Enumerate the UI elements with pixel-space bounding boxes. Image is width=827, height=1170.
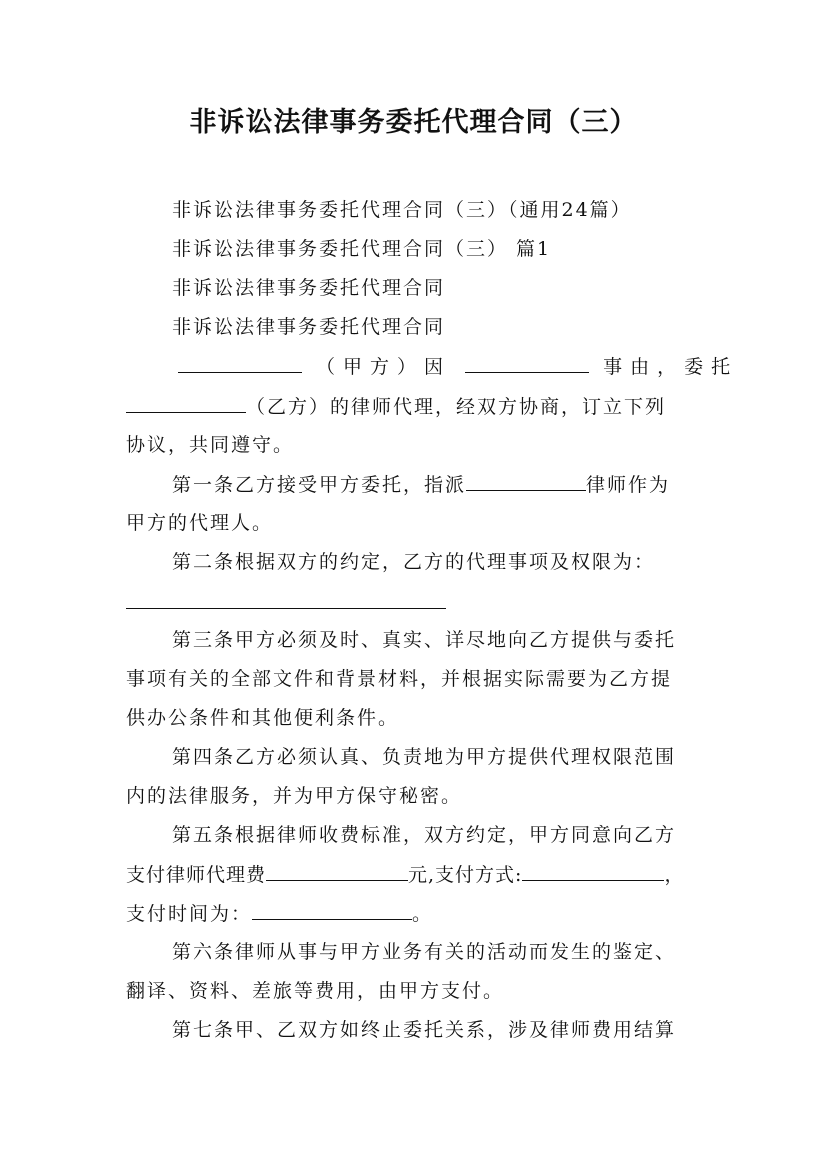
paragraph-line: 第七条甲、乙双方如终止委托关系，涉及律师费用结算	[172, 1019, 677, 1041]
text-segment: 。	[412, 903, 434, 925]
paragraph-line	[178, 354, 738, 379]
paragraph-line	[126, 394, 666, 419]
subtitle-line: 非诉讼法律事务委托代理合同（三）（通用24篇）	[172, 199, 632, 221]
blank-field	[466, 472, 586, 491]
paragraph-line: 第二条根据双方的约定，乙方的代理事项及权限为：	[172, 551, 656, 573]
contract-heading: 非诉讼法律事务委托代理合同	[172, 277, 446, 299]
text-segment: 律师作为	[586, 474, 671, 496]
paragraph-line: 翻译、资料、差旅等费用，由甲方支付。	[126, 980, 505, 1002]
text-segment: 支付时间为：	[126, 903, 253, 925]
paragraph-line	[126, 862, 684, 887]
text-segment: （乙方）的律师代理，经双方协商，订立下列	[246, 396, 667, 418]
blank-field	[126, 394, 246, 413]
paragraph-line: 甲方的代理人。	[126, 512, 274, 534]
blank-field	[252, 901, 412, 920]
blank-field	[178, 354, 302, 373]
text-segment: （甲方）因	[316, 356, 452, 378]
paragraph-line: 内的法律服务，并为甲方保守秘密。	[126, 785, 463, 807]
text-segment: ，	[664, 864, 685, 886]
text-segment: 事由，委托	[603, 356, 739, 378]
text-segment: 元,支付方式:	[408, 864, 523, 886]
text-segment: 第一条乙方接受甲方委托，指派	[172, 474, 467, 496]
paragraph-line: 供办公条件和其他便利条件。	[126, 707, 400, 729]
paragraph-line	[126, 901, 433, 926]
blank-field	[522, 862, 664, 881]
paragraph-line: 事项有关的全部文件和背景材料，并根据实际需要为乙方提	[126, 668, 673, 690]
document-title: 非诉讼法律事务委托代理合同（三）	[189, 107, 638, 138]
paragraph-line	[172, 472, 670, 497]
blank-field	[126, 590, 446, 609]
paragraph-line: 协议，共同遵守。	[126, 434, 295, 456]
text-segment: 支付律师代理费	[126, 864, 267, 886]
contract-heading: 非诉讼法律事务委托代理合同	[172, 316, 446, 338]
paragraph-line	[126, 590, 446, 615]
paragraph-line: 第六条律师从事与甲方业务有关的活动而发生的鉴定、	[172, 941, 677, 963]
paragraph-line: 第四条乙方必须认真、负责地为甲方提供代理权限范围	[172, 746, 677, 768]
paragraph-line: 第五条根据律师收费标准，双方约定，甲方同意向乙方	[172, 824, 677, 846]
paragraph-line: 第三条甲方必须及时、真实、详尽地向乙方提供与委托	[172, 629, 677, 651]
blank-field	[266, 862, 408, 881]
section-heading: 非诉讼法律事务委托代理合同（三） 篇1	[172, 238, 552, 260]
blank-field	[465, 354, 589, 373]
